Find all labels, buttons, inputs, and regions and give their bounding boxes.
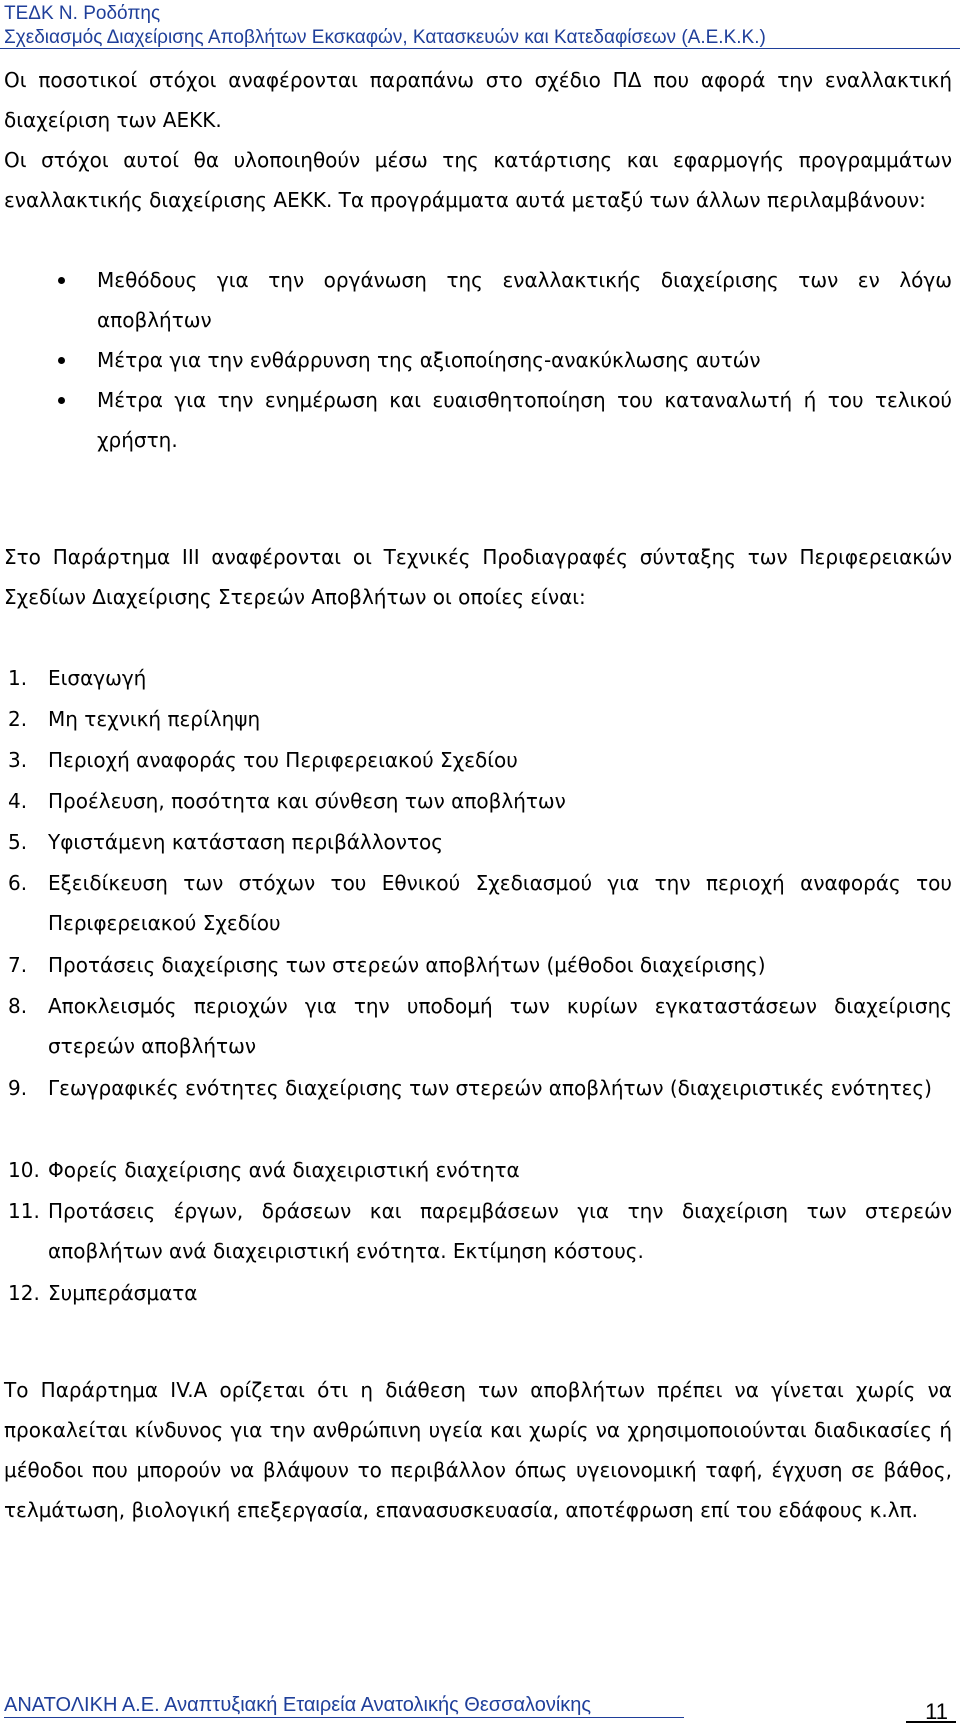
list-number: 10.: [8, 1158, 40, 1182]
list-number: 12.: [8, 1281, 40, 1305]
bullet-icon: [58, 397, 65, 404]
paragraph-targets: Οι ποσοτικοί στόχοι αναφέρονται παραπάνω στο σχέδιο ΠΔ που αφορά την εναλλακτική διαχείριση των ΑΕΚΚ.: [4, 68, 952, 132]
bullet-icon: [58, 357, 65, 364]
list-item-text: Μέτρα για την ενθάρρυνση της αξιοποίησης-ανακύκλωσης αυτών: [97, 348, 761, 372]
list-item-text: Μέτρα για την ενημέρωση και ευαισθητοποίηση του καταναλωτή ή του τελικού χρήστη.: [97, 388, 952, 452]
list-item-text: Εισαγωγή: [48, 666, 147, 690]
page-number: 11: [925, 1699, 948, 1724]
list-number: 7.: [8, 953, 28, 977]
list-item-text: Φορείς διαχείρισης ανά διαχειριστική ενότητα: [48, 1158, 520, 1182]
paragraph-programs: Οι στόχοι αυτοί θα υλοποιηθούν μέσω της κατάρτισης και εφαρμογής προγραμμάτων εναλλακτικής διαχείρισης ΑΕΚΚ. Τα προγράμματα αυτά μεταξύ των άλλων περιλαμβάνουν:: [4, 148, 952, 212]
list-item-text: Προέλευση, ποσότητα και σύνθεση των αποβλήτων: [48, 789, 566, 813]
list-number: 6.: [8, 871, 28, 895]
page-header: [4, 2, 954, 50]
list-item-text: Προτάσεις έργων, δράσεων και παρεμβάσεων για την διαχείριση των στερεών αποβλήτων ανά διαχειριστική ενότητα. Εκτίμηση κόστους.: [48, 1199, 952, 1263]
list-item-text: Αποκλεισμός περιοχών για την υποδομή των κυρίων εγκαταστάσεων διαχείρισης στερεών αποβλήτων: [48, 994, 952, 1058]
page-footer: [4, 1689, 956, 1725]
footer-rule: [4, 1717, 684, 1718]
paragraph-annex-iv: Το Παράρτημα IV.A ορίζεται ότι η διάθεση των αποβλήτων πρέπει να γίνεται χωρίς να προκαλείται κίνδυνος για την ανθρώπινη υγεία και χωρίς να χρησιμοποιούνται διαδικασίες ή μέθοδοι που μπορούν να βλάψουν το περιβάλλον όπως υγειονομική ταφή, έγχυση σε βάθος, τελμάτωση, βιολογική επεξεργασία, επανασυσκευασία, αποτέφρωση επί του εδάφους κ.λπ.: [4, 1378, 952, 1522]
list-number: 1.: [8, 666, 28, 690]
list-item-text: Μεθόδους για την οργάνωση της εναλλακτικής διαχείρισης των εν λόγω αποβλήτων: [97, 268, 952, 332]
header-organization: ΤΕΔΚ Ν. Ροδόπης: [4, 3, 161, 24]
footer-company: ΑΝΑΤΟΛΙΚΗ Α.Ε. Αναπτυξιακή Εταιρεία Ανατολικής Θεσσαλονίκης: [4, 1694, 592, 1716]
bullet-icon: [58, 277, 65, 284]
list-item-text: Περιοχή αναφοράς του Περιφερειακού Σχεδίου: [48, 748, 518, 772]
paragraph-annex-iii: Στο Παράρτημα ΙΙΙ αναφέρονται οι Τεχνικές Προδιαγραφές σύνταξης των Περιφερειακών Σχεδίων Διαχείρισης Στερεών Αποβλήτων οι οποίες είναι:: [4, 545, 952, 609]
list-item-text: Συμπεράσματα: [48, 1281, 198, 1305]
list-number: 4.: [8, 789, 28, 813]
list-item-text: Γεωγραφικές ενότητες διαχείρισης των στερεών αποβλήτων (διαχειριστικές ενότητες): [48, 1076, 932, 1100]
page-number-rule: [906, 1721, 956, 1723]
header-rule: [0, 48, 960, 49]
list-number: 3.: [8, 748, 28, 772]
list-item-text: Προτάσεις διαχείρισης των στερεών αποβλήτων (μέθοδοι διαχείρισης): [48, 953, 766, 977]
header-project-title: Σχεδιασμός Διαχείρισης Αποβλήτων Εκσκαφών, Κατασκευών και Κατεδαφίσεων (Α.Ε.Κ.Κ.): [4, 27, 766, 48]
list-item-text: Υφιστάμενη κατάσταση περιβάλλοντος: [48, 830, 443, 854]
list-number: 2.: [8, 707, 28, 731]
list-number: 5.: [8, 830, 28, 854]
list-item-text: Μη τεχνική περίληψη: [48, 707, 261, 731]
list-number: 11.: [8, 1199, 40, 1223]
list-item-text: Εξειδίκευση των στόχων του Εθνικού Σχεδιασμού για την περιοχή αναφοράς του Περιφερειακού Σχεδίου: [48, 871, 952, 935]
list-number: 9.: [8, 1076, 28, 1100]
list-number: 8.: [8, 994, 28, 1018]
